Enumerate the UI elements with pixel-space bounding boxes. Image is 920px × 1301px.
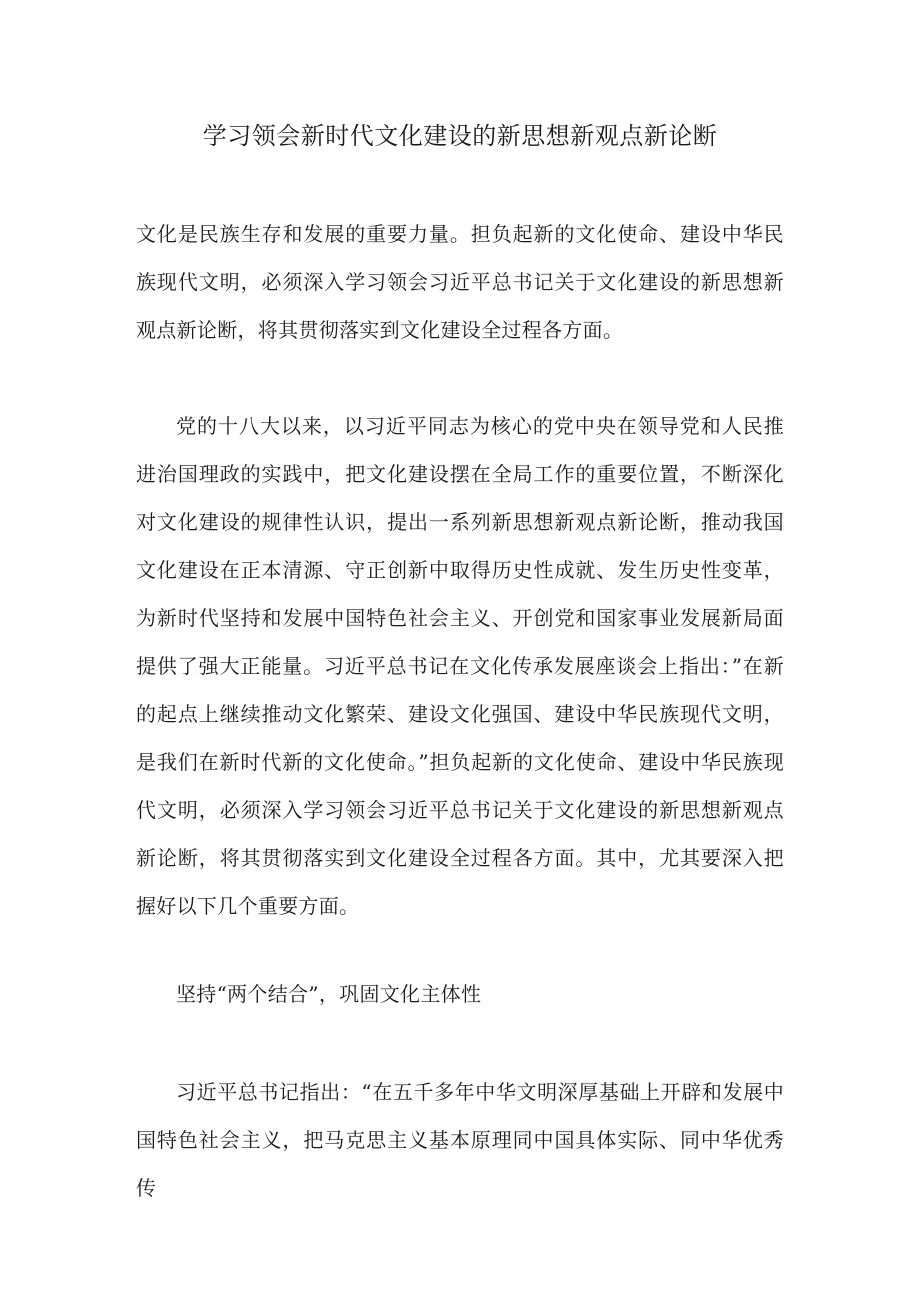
body-paragraph-1: 党的十八大以来，以习近平同志为核心的党中央在领导党和人民推进治国理政的实践中，把文化建设摆在全局工作的重要位置，不断深化对文化建设的规律性认识，提出一系列新思想新观点新论断，推动我国文化建设在正本清源、守正创新中取得历史性成就、发生历史性变革，为新时代坚持和发展中国特色社会主义、开创党和国家事业发展新局面提供了强大正能量。习近平总书记在文化传承发展座谈会上指出：”在新的起点上继续推动文化繁荣、建设文化强国、建设中华民族现代文明，是我们在新时代新的文化使命。”担负起新的文化使命、建设中华民族现代文明，必须深入学习领会习近平总书记关于文化建设的新思想新观点新论断，将其贯彻落实到文化建设全过程各方面。其中，尤其要深入把握好以下几个重要方面。 [136, 414, 784, 918]
intro-paragraph: 文化是民族生存和发展的重要力量。担负起新的文化使命、建设中华民族现代文明，必须深入学习领会习近平总书记关于文化建设的新思想新观点新论断，将其贯彻落实到文化建设全过程各方面。 [136, 222, 784, 342]
document-title: 学习领会新时代文化建设的新思想新观点新论断 [202, 122, 718, 150]
section-heading: 坚持“两个结合”，巩固文化主体性 [176, 982, 482, 1006]
body-paragraph-2: 习近平总书记指出：“在五千多年中华文明深厚基础上开辟和发展中国特色社会主义，把马克思主义基本原理同中国具体实际、同中华优秀传 [136, 1080, 784, 1200]
